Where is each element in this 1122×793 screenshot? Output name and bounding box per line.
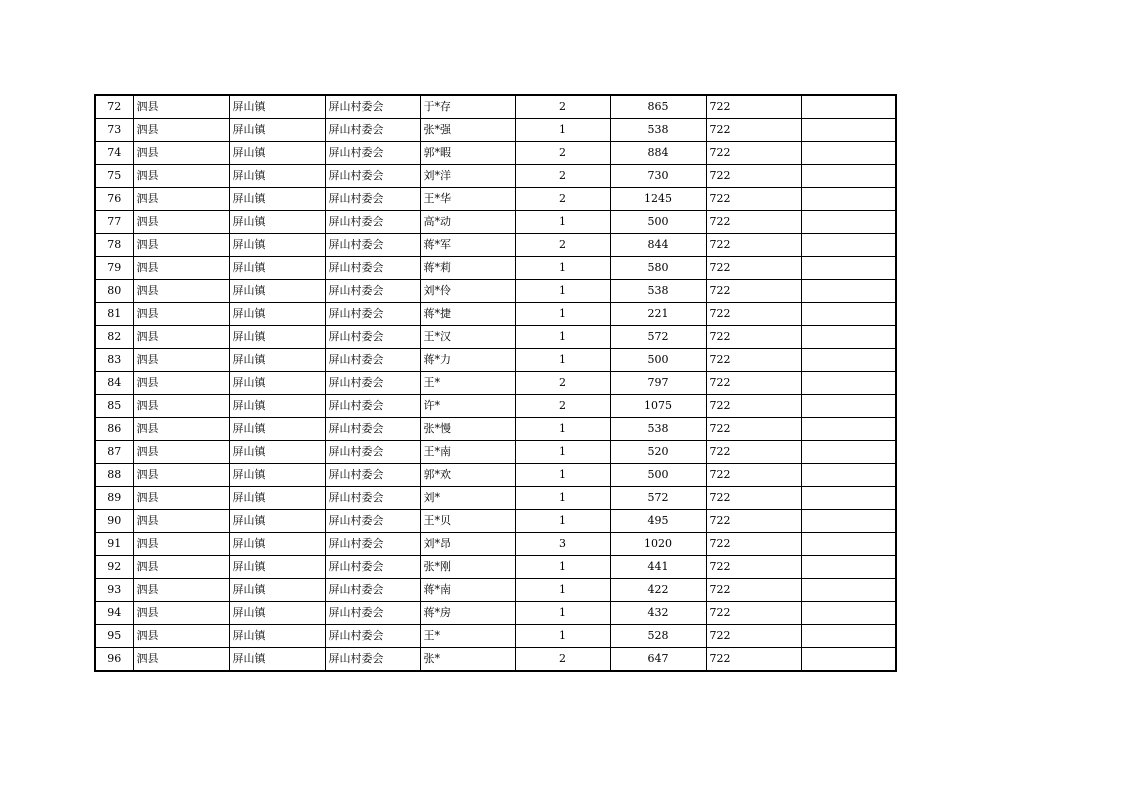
village-committee-cell: 屏山村委会 <box>325 441 420 464</box>
remark-cell <box>801 303 896 326</box>
county-cell: 泗县 <box>133 556 229 579</box>
name-cell: 高*动 <box>420 211 515 234</box>
household-size-cell: 1 <box>515 211 610 234</box>
household-size-cell: 1 <box>515 556 610 579</box>
county-cell: 泗县 <box>133 165 229 188</box>
household-size-cell: 1 <box>515 303 610 326</box>
county-cell: 泗县 <box>133 602 229 625</box>
table-body <box>95 95 896 671</box>
remark-cell <box>801 257 896 280</box>
town-cell: 屏山镇 <box>229 510 325 533</box>
town-cell: 屏山镇 <box>229 349 325 372</box>
amount-cell: 528 <box>610 625 706 648</box>
household-size-cell: 1 <box>515 487 610 510</box>
town-cell: 屏山镇 <box>229 372 325 395</box>
village-committee-cell: 屏山村委会 <box>325 418 420 441</box>
town-cell: 屏山镇 <box>229 280 325 303</box>
code-cell: 722 <box>706 257 801 280</box>
village-committee-cell: 屏山村委会 <box>325 487 420 510</box>
code-cell: 722 <box>706 487 801 510</box>
table-row <box>95 533 896 556</box>
row-number-cell: 85 <box>95 395 133 418</box>
town-cell: 屏山镇 <box>229 533 325 556</box>
village-committee-cell: 屏山村委会 <box>325 280 420 303</box>
amount-cell: 572 <box>610 487 706 510</box>
town-cell: 屏山镇 <box>229 234 325 257</box>
row-number-cell: 74 <box>95 142 133 165</box>
household-size-cell: 2 <box>515 395 610 418</box>
town-cell: 屏山镇 <box>229 625 325 648</box>
table-row <box>95 418 896 441</box>
table-row <box>95 280 896 303</box>
amount-cell: 797 <box>610 372 706 395</box>
code-cell: 722 <box>706 418 801 441</box>
table-row <box>95 510 896 533</box>
town-cell: 屏山镇 <box>229 257 325 280</box>
town-cell: 屏山镇 <box>229 579 325 602</box>
code-cell: 722 <box>706 349 801 372</box>
row-number-cell: 72 <box>95 95 133 119</box>
amount-cell: 441 <box>610 556 706 579</box>
county-cell: 泗县 <box>133 188 229 211</box>
name-cell: 王*华 <box>420 188 515 211</box>
remark-cell <box>801 533 896 556</box>
table-row <box>95 303 896 326</box>
village-committee-cell: 屏山村委会 <box>325 303 420 326</box>
row-number-cell: 96 <box>95 648 133 672</box>
remark-cell <box>801 648 896 672</box>
row-number-cell: 83 <box>95 349 133 372</box>
village-committee-cell: 屏山村委会 <box>325 625 420 648</box>
code-cell: 722 <box>706 441 801 464</box>
table-row <box>95 95 896 119</box>
row-number-cell: 87 <box>95 441 133 464</box>
name-cell: 郭*欢 <box>420 464 515 487</box>
town-cell: 屏山镇 <box>229 119 325 142</box>
name-cell: 张*刚 <box>420 556 515 579</box>
county-cell: 泗县 <box>133 326 229 349</box>
code-cell: 722 <box>706 280 801 303</box>
village-committee-cell: 屏山村委会 <box>325 165 420 188</box>
code-cell: 722 <box>706 165 801 188</box>
household-size-cell: 2 <box>515 142 610 165</box>
name-cell: 蒋*房 <box>420 602 515 625</box>
amount-cell: 538 <box>610 280 706 303</box>
table-row <box>95 372 896 395</box>
table-row <box>95 395 896 418</box>
village-committee-cell: 屏山村委会 <box>325 648 420 672</box>
amount-cell: 500 <box>610 464 706 487</box>
amount-cell: 500 <box>610 211 706 234</box>
household-size-cell: 2 <box>515 188 610 211</box>
village-committee-cell: 屏山村委会 <box>325 211 420 234</box>
remark-cell <box>801 441 896 464</box>
table-row <box>95 556 896 579</box>
village-committee-cell: 屏山村委会 <box>325 556 420 579</box>
name-cell: 王*南 <box>420 441 515 464</box>
row-number-cell: 92 <box>95 556 133 579</box>
village-committee-cell: 屏山村委会 <box>325 326 420 349</box>
amount-cell: 1245 <box>610 188 706 211</box>
remark-cell <box>801 372 896 395</box>
amount-cell: 865 <box>610 95 706 119</box>
name-cell: 刘* <box>420 487 515 510</box>
row-number-cell: 91 <box>95 533 133 556</box>
table-row <box>95 487 896 510</box>
village-committee-cell: 屏山村委会 <box>325 464 420 487</box>
code-cell: 722 <box>706 95 801 119</box>
village-committee-cell: 屏山村委会 <box>325 510 420 533</box>
name-cell: 刘*洋 <box>420 165 515 188</box>
amount-cell: 221 <box>610 303 706 326</box>
table-row <box>95 579 896 602</box>
amount-cell: 500 <box>610 349 706 372</box>
remark-cell <box>801 464 896 487</box>
town-cell: 屏山镇 <box>229 602 325 625</box>
county-cell: 泗县 <box>133 648 229 672</box>
village-committee-cell: 屏山村委会 <box>325 95 420 119</box>
code-cell: 722 <box>706 602 801 625</box>
town-cell: 屏山镇 <box>229 188 325 211</box>
code-cell: 722 <box>706 119 801 142</box>
row-number-cell: 89 <box>95 487 133 510</box>
village-committee-cell: 屏山村委会 <box>325 372 420 395</box>
name-cell: 王*贝 <box>420 510 515 533</box>
table-row <box>95 211 896 234</box>
remark-cell <box>801 487 896 510</box>
amount-cell: 495 <box>610 510 706 533</box>
row-number-cell: 82 <box>95 326 133 349</box>
row-number-cell: 94 <box>95 602 133 625</box>
code-cell: 722 <box>706 556 801 579</box>
name-cell: 蒋*莉 <box>420 257 515 280</box>
name-cell: 蒋*捷 <box>420 303 515 326</box>
code-cell: 722 <box>706 395 801 418</box>
amount-cell: 538 <box>610 119 706 142</box>
county-cell: 泗县 <box>133 119 229 142</box>
town-cell: 屏山镇 <box>229 441 325 464</box>
village-committee-cell: 屏山村委会 <box>325 579 420 602</box>
remark-cell <box>801 280 896 303</box>
village-committee-cell: 屏山村委会 <box>325 234 420 257</box>
code-cell: 722 <box>706 579 801 602</box>
name-cell: 张*慢 <box>420 418 515 441</box>
household-size-cell: 1 <box>515 579 610 602</box>
amount-cell: 538 <box>610 418 706 441</box>
household-size-cell: 1 <box>515 510 610 533</box>
amount-cell: 1020 <box>610 533 706 556</box>
row-number-cell: 93 <box>95 579 133 602</box>
row-number-cell: 88 <box>95 464 133 487</box>
household-size-cell: 2 <box>515 648 610 672</box>
remark-cell <box>801 95 896 119</box>
name-cell: 王* <box>420 625 515 648</box>
village-committee-cell: 屏山村委会 <box>325 349 420 372</box>
remark-cell <box>801 395 896 418</box>
name-cell: 蒋*力 <box>420 349 515 372</box>
county-cell: 泗县 <box>133 625 229 648</box>
code-cell: 722 <box>706 464 801 487</box>
table-row <box>95 441 896 464</box>
county-cell: 泗县 <box>133 142 229 165</box>
county-cell: 泗县 <box>133 510 229 533</box>
code-cell: 722 <box>706 533 801 556</box>
row-number-cell: 80 <box>95 280 133 303</box>
town-cell: 屏山镇 <box>229 165 325 188</box>
county-cell: 泗县 <box>133 487 229 510</box>
name-cell: 张* <box>420 648 515 672</box>
row-number-cell: 79 <box>95 257 133 280</box>
row-number-cell: 73 <box>95 119 133 142</box>
row-number-cell: 84 <box>95 372 133 395</box>
name-cell: 郭*暇 <box>420 142 515 165</box>
town-cell: 屏山镇 <box>229 211 325 234</box>
name-cell: 于*存 <box>420 95 515 119</box>
town-cell: 屏山镇 <box>229 556 325 579</box>
name-cell: 刘*昂 <box>420 533 515 556</box>
household-size-cell: 2 <box>515 234 610 257</box>
code-cell: 722 <box>706 142 801 165</box>
county-cell: 泗县 <box>133 464 229 487</box>
county-cell: 泗县 <box>133 441 229 464</box>
amount-cell: 580 <box>610 257 706 280</box>
county-cell: 泗县 <box>133 303 229 326</box>
table-row <box>95 188 896 211</box>
county-cell: 泗县 <box>133 395 229 418</box>
county-cell: 泗县 <box>133 280 229 303</box>
remark-cell <box>801 188 896 211</box>
code-cell: 722 <box>706 372 801 395</box>
county-cell: 泗县 <box>133 349 229 372</box>
row-number-cell: 75 <box>95 165 133 188</box>
household-size-cell: 1 <box>515 349 610 372</box>
name-cell: 蒋*军 <box>420 234 515 257</box>
table-row <box>95 326 896 349</box>
remark-cell <box>801 602 896 625</box>
amount-cell: 647 <box>610 648 706 672</box>
household-size-cell: 1 <box>515 625 610 648</box>
code-cell: 722 <box>706 625 801 648</box>
remark-cell <box>801 142 896 165</box>
town-cell: 屏山镇 <box>229 303 325 326</box>
row-number-cell: 76 <box>95 188 133 211</box>
amount-cell: 844 <box>610 234 706 257</box>
remark-cell <box>801 234 896 257</box>
county-cell: 泗县 <box>133 95 229 119</box>
village-committee-cell: 屏山村委会 <box>325 602 420 625</box>
table-row <box>95 464 896 487</box>
name-cell: 张*强 <box>420 119 515 142</box>
row-number-cell: 78 <box>95 234 133 257</box>
remark-cell <box>801 349 896 372</box>
household-size-cell: 3 <box>515 533 610 556</box>
row-number-cell: 90 <box>95 510 133 533</box>
county-cell: 泗县 <box>133 579 229 602</box>
table-row <box>95 625 896 648</box>
remark-cell <box>801 211 896 234</box>
town-cell: 屏山镇 <box>229 418 325 441</box>
town-cell: 屏山镇 <box>229 487 325 510</box>
remark-cell <box>801 556 896 579</box>
village-committee-cell: 屏山村委会 <box>325 533 420 556</box>
amount-cell: 572 <box>610 326 706 349</box>
county-cell: 泗县 <box>133 211 229 234</box>
name-cell: 刘*伶 <box>420 280 515 303</box>
table-row <box>95 142 896 165</box>
amount-cell: 520 <box>610 441 706 464</box>
amount-cell: 422 <box>610 579 706 602</box>
code-cell: 722 <box>706 326 801 349</box>
code-cell: 722 <box>706 648 801 672</box>
name-cell: 蒋*南 <box>420 579 515 602</box>
town-cell: 屏山镇 <box>229 648 325 672</box>
data-table <box>94 94 897 672</box>
household-size-cell: 1 <box>515 602 610 625</box>
household-size-cell: 1 <box>515 418 610 441</box>
code-cell: 722 <box>706 303 801 326</box>
code-cell: 722 <box>706 211 801 234</box>
table-row <box>95 602 896 625</box>
table-row <box>95 234 896 257</box>
town-cell: 屏山镇 <box>229 464 325 487</box>
remark-cell <box>801 326 896 349</box>
town-cell: 屏山镇 <box>229 95 325 119</box>
remark-cell <box>801 119 896 142</box>
row-number-cell: 77 <box>95 211 133 234</box>
household-size-cell: 2 <box>515 95 610 119</box>
county-cell: 泗县 <box>133 257 229 280</box>
village-committee-cell: 屏山村委会 <box>325 188 420 211</box>
table-row <box>95 165 896 188</box>
remark-cell <box>801 418 896 441</box>
town-cell: 屏山镇 <box>229 142 325 165</box>
county-cell: 泗县 <box>133 372 229 395</box>
table-row <box>95 257 896 280</box>
remark-cell <box>801 510 896 533</box>
row-number-cell: 86 <box>95 418 133 441</box>
code-cell: 722 <box>706 188 801 211</box>
name-cell: 许* <box>420 395 515 418</box>
county-cell: 泗县 <box>133 418 229 441</box>
town-cell: 屏山镇 <box>229 326 325 349</box>
table-row <box>95 648 896 672</box>
row-number-cell: 95 <box>95 625 133 648</box>
amount-cell: 432 <box>610 602 706 625</box>
household-size-cell: 1 <box>515 441 610 464</box>
row-number-cell: 81 <box>95 303 133 326</box>
town-cell: 屏山镇 <box>229 395 325 418</box>
household-size-cell: 1 <box>515 257 610 280</box>
amount-cell: 884 <box>610 142 706 165</box>
household-size-cell: 1 <box>515 280 610 303</box>
household-size-cell: 2 <box>515 165 610 188</box>
amount-cell: 730 <box>610 165 706 188</box>
code-cell: 722 <box>706 510 801 533</box>
village-committee-cell: 屏山村委会 <box>325 395 420 418</box>
village-committee-cell: 屏山村委会 <box>325 142 420 165</box>
remark-cell <box>801 165 896 188</box>
table-row <box>95 349 896 372</box>
table-row <box>95 119 896 142</box>
county-cell: 泗县 <box>133 234 229 257</box>
name-cell: 王* <box>420 372 515 395</box>
code-cell: 722 <box>706 234 801 257</box>
household-size-cell: 1 <box>515 326 610 349</box>
household-size-cell: 2 <box>515 372 610 395</box>
remark-cell <box>801 625 896 648</box>
household-size-cell: 1 <box>515 464 610 487</box>
amount-cell: 1075 <box>610 395 706 418</box>
name-cell: 王*汉 <box>420 326 515 349</box>
village-committee-cell: 屏山村委会 <box>325 119 420 142</box>
remark-cell <box>801 579 896 602</box>
household-size-cell: 1 <box>515 119 610 142</box>
county-cell: 泗县 <box>133 533 229 556</box>
village-committee-cell: 屏山村委会 <box>325 257 420 280</box>
